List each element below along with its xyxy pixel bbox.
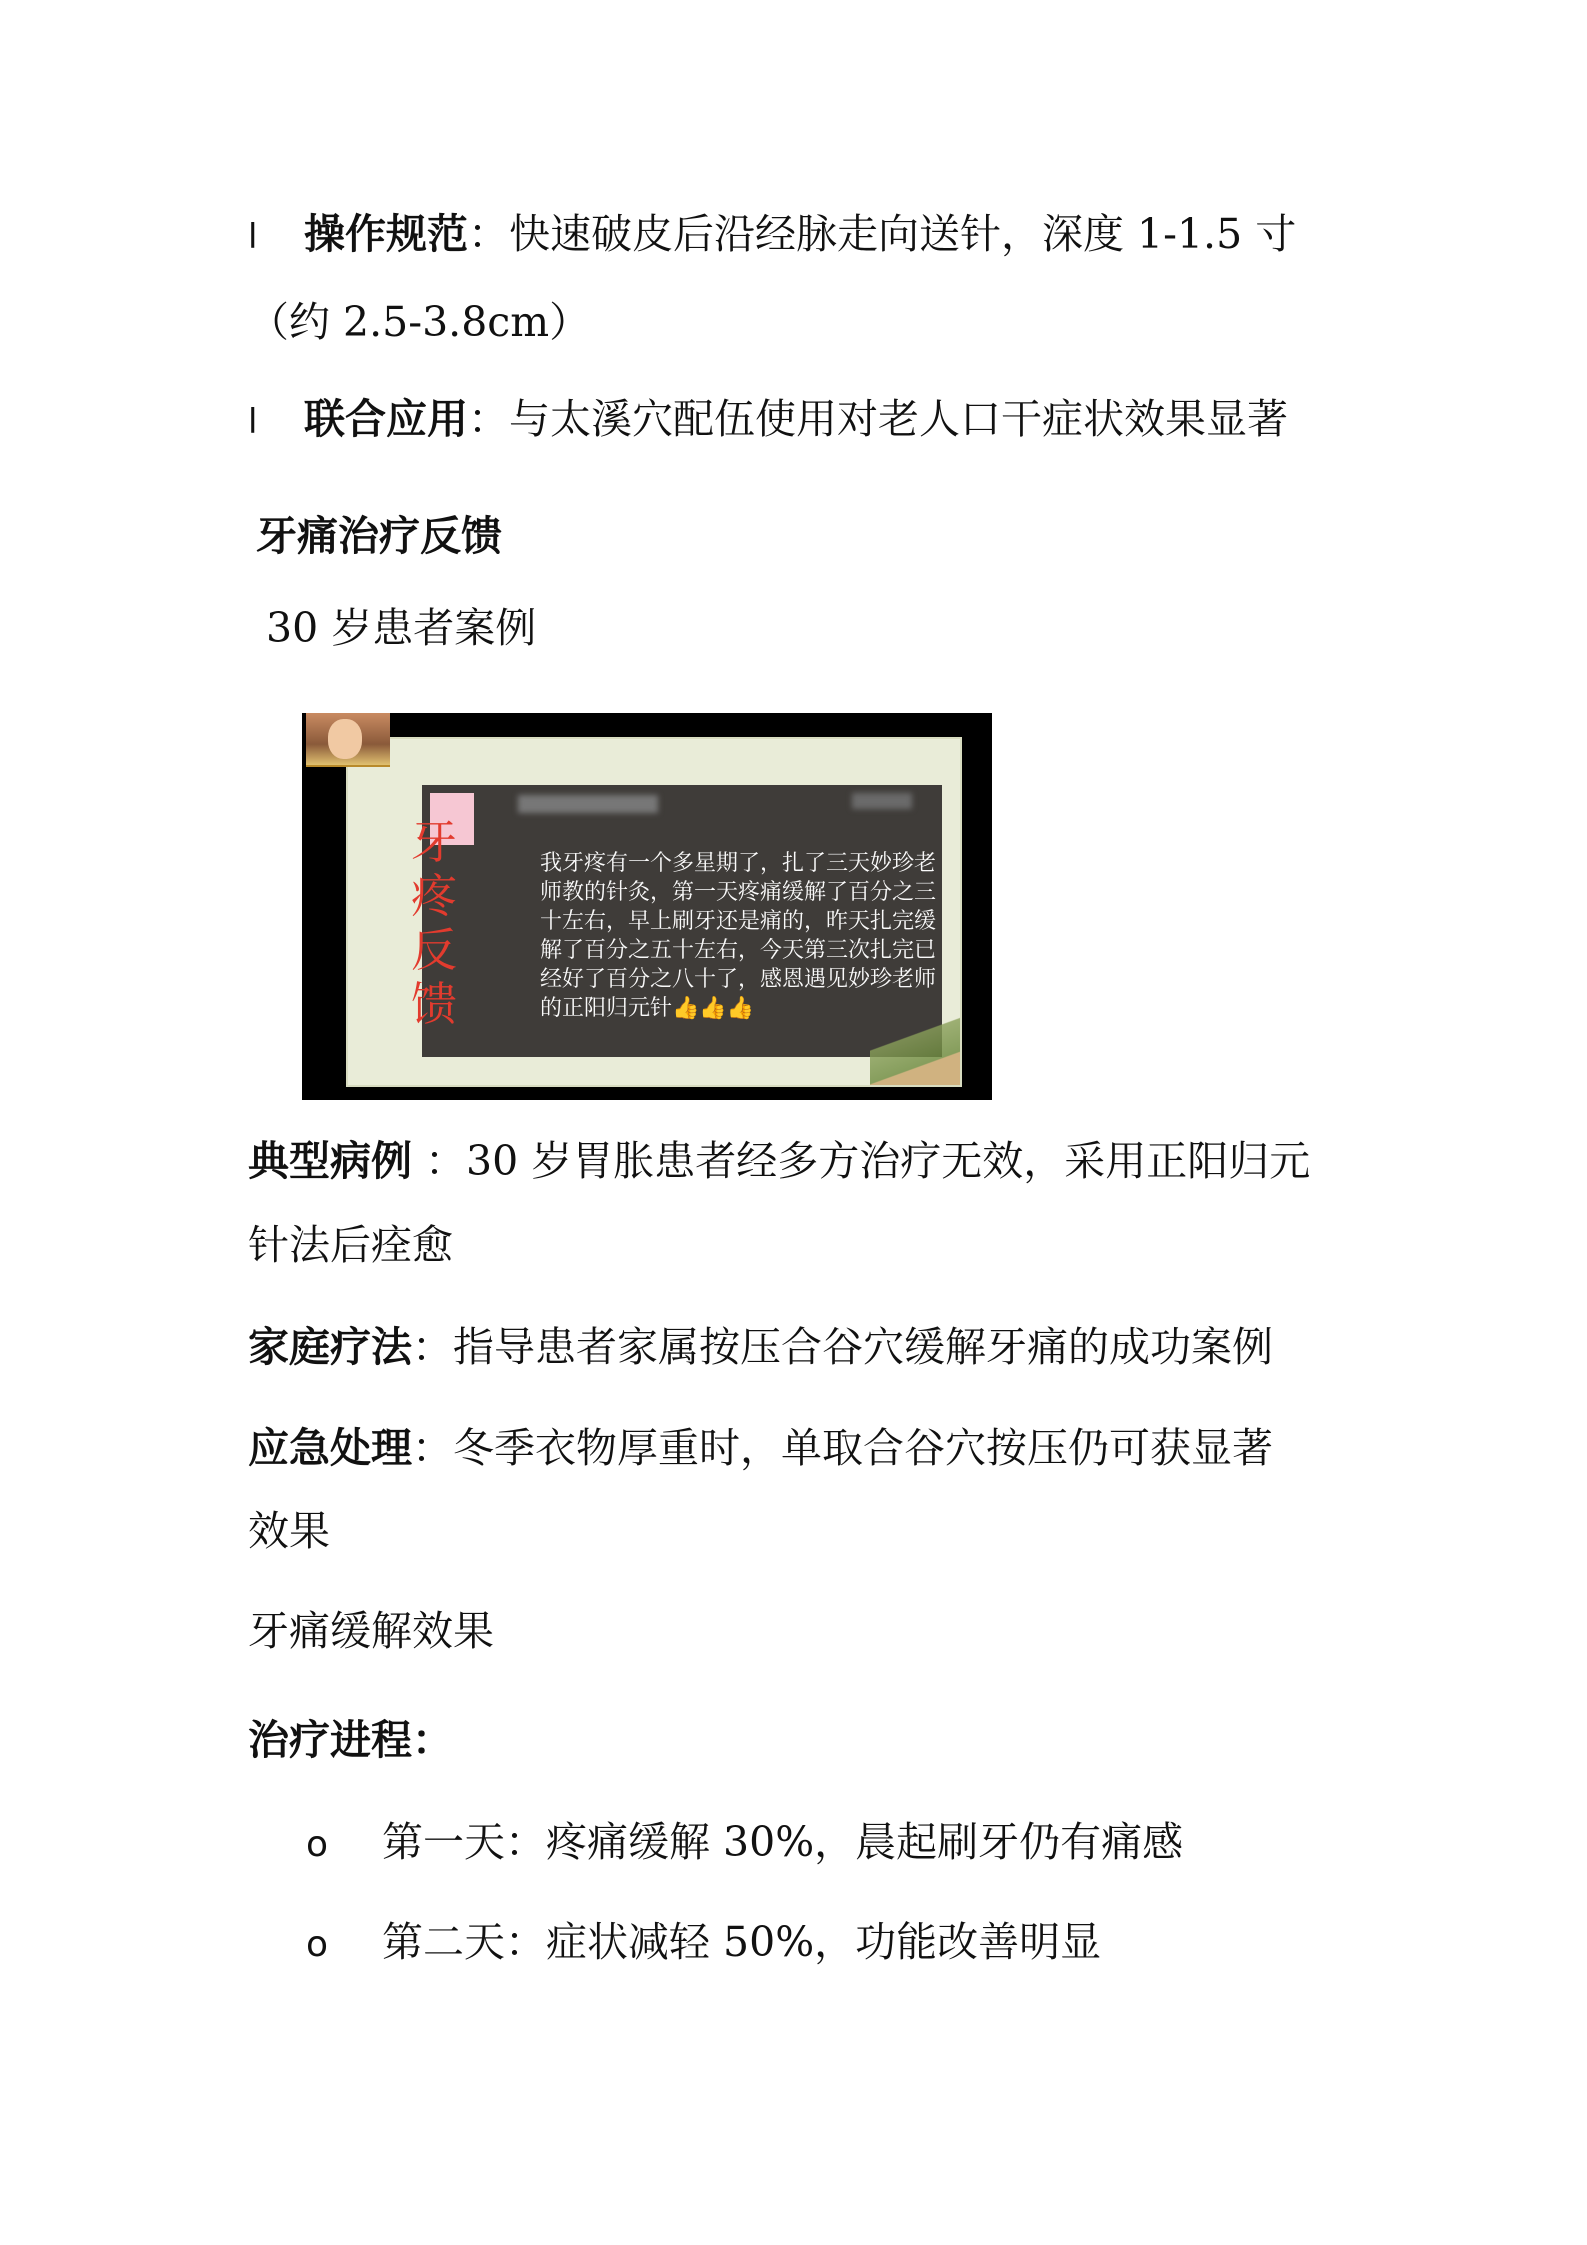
paragraph-text: 指导患者家属按压合谷穴缓解牙痛的成功案例 xyxy=(453,1323,1273,1371)
paragraph-text-continued: 针法后痊愈 xyxy=(248,1221,453,1269)
section-title: 牙痛治疗反馈 xyxy=(256,512,502,560)
list-marker: o xyxy=(306,1824,329,1865)
bullet-marker: l xyxy=(248,402,258,442)
paragraph xyxy=(248,1424,1273,1473)
effect-heading: 牙痛缓解效果 xyxy=(248,1607,494,1655)
paragraph xyxy=(248,1323,1273,1372)
progress-item-text: 第一天：疼痛缓解 30%，晨起刷牙仍有痛感 xyxy=(382,1818,1184,1866)
paragraph-separator: ： xyxy=(412,1323,453,1371)
paragraph-title: 应急处理 xyxy=(248,1424,412,1472)
bullet-title: 联合应用 xyxy=(304,395,468,443)
progress-item xyxy=(306,1918,1101,1967)
bullet-text-continued: （约 2.5-3.8cm） xyxy=(248,298,591,346)
paragraph-separator: ： xyxy=(412,1424,453,1472)
paragraph-title: 家庭疗法 xyxy=(248,1323,412,1371)
video-screenshot xyxy=(302,713,992,1100)
paragraph-text-continued: 效果 xyxy=(248,1507,330,1555)
slide-side-title: 牙疼反馈 xyxy=(411,815,457,1031)
paragraph-separator: ： xyxy=(412,1137,467,1185)
bullet-item xyxy=(248,210,1296,259)
progress-item-text: 第二天：症状减轻 50%，功能改善明显 xyxy=(382,1918,1102,1966)
grass-decoration xyxy=(870,1005,960,1085)
list-marker: o xyxy=(306,1924,329,1965)
blurred-name xyxy=(518,795,658,813)
slide-frame xyxy=(346,737,962,1087)
chat-message: 我牙疼有一个多星期了，扎了三天妙珍老师教的针灸，第一天疼痛缓解了百分之三十左右，早上刷牙还是痛的，昨天扎完缓解了百分之五十左右，今天第三次扎完已经好了百分之八十了，感恩遇见妙珍老师的正阳归元针👍👍👍 xyxy=(540,851,937,1021)
bullet-title: 操作规范 xyxy=(304,210,468,258)
bullet-text: ：快速破皮后沿经脉走向送针，深度 1-1.5 寸 xyxy=(468,210,1297,258)
paragraph xyxy=(248,1137,1310,1186)
paragraph-title: 典型病例 xyxy=(248,1137,412,1185)
progress-item xyxy=(306,1818,1183,1867)
blurred-tag xyxy=(852,793,912,809)
chat-card xyxy=(422,785,942,1057)
paragraph-text: 冬季衣物厚重时，单取合谷穴按压仍可获显著 xyxy=(453,1424,1273,1472)
paragraph-text: 30 岁胃胀患者经多方治疗无效，采用正阳归元 xyxy=(466,1137,1311,1185)
presenter-thumbnail xyxy=(306,713,390,767)
case-label: 30 岁患者案例 xyxy=(266,604,537,652)
bullet-item xyxy=(248,395,1288,444)
bullet-marker: l xyxy=(248,217,258,257)
progress-title: 治疗进程： xyxy=(248,1716,453,1764)
bullet-text: ：与太溪穴配伍使用对老人口干症状效果显著 xyxy=(468,395,1288,443)
